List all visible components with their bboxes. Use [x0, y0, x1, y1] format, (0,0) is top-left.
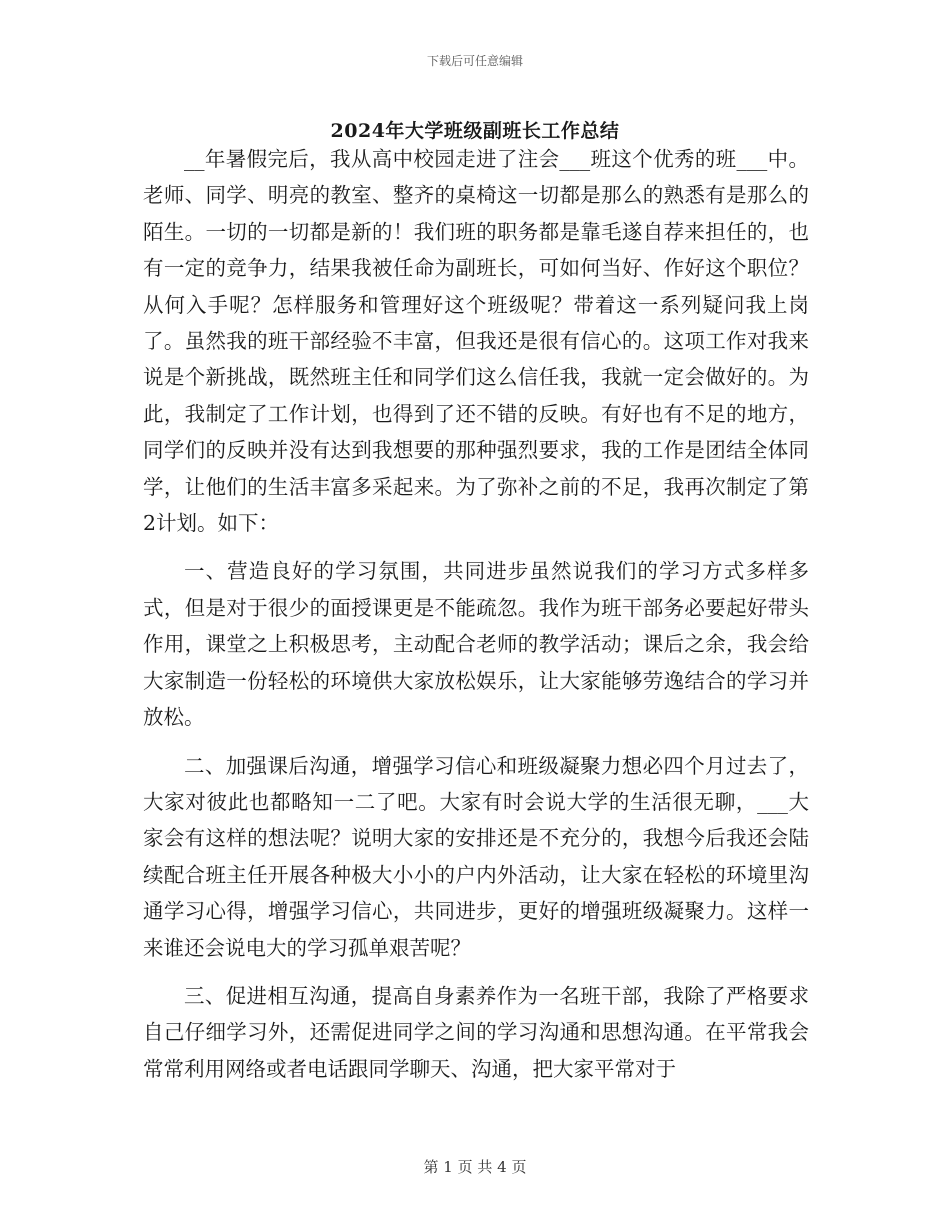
- paragraph-point-1: 一、营造良好的学习氛围，共同进步虽然说我们的学习方式多样多式，但是对于很少的面授课更是不能疏忽。我作为班干部务必要起好带头作用，课堂之上积极思考，主动配合老师的教学活动；课后之余，我会给大家制造一份轻松的环境供大家放松娱乐，让大家能够劳逸结合的学习并放松。: [143, 559, 809, 730]
- paragraph-point-2: 二、加强课后沟通，增强学习信心和班级凝聚力想必四个月过去了，大家对彼此也都略知一二了吧。大家有时会说大学的生活很无聊，___大家会有这样的想法呢？说明大家的安排还是不充分的，我想今后我还会陆续配合班主任开展各种极大小小的户内外活动，让大家在轻松的环境里沟通学习心得，增强学习信心，共同进步，更好的增强班级凝聚力。这样一来谁还会说电大的学习孤单艰苦呢？: [143, 753, 809, 960]
- paragraph-intro: __年暑假完后，我从高中校园走进了注会___班这个优秀的班___中。老师、同学、明亮的教室、整齐的桌椅这一切都是那么的熟悉有是那么的陌生。一切的一切都是新的！我们班的职务都是靠毛遂自荐来担任的，也有一定的竞争力，结果我被任命为副班长，可如何当好、作好这个职位？从何入手呢？怎样服务和管理好这个班级呢？带着这一系列疑问我上岗了。虽然我的班干部经验不丰富，但我还是很有信心的。这项工作对我来说是个新挑战，既然班主任和同学们这么信任我，我就一定会做好的。为此，我制定了工作计划，也得到了还不错的反映。有好也有不足的地方，同学们的反映并没有达到我想要的那种强烈要求，我的工作是团结全体同学，让他们的生活丰富多采起来。为了弥补之前的不足，我再次制定了第2计划。如下：: [143, 147, 809, 536]
- header-note: 下载后可任意编辑: [426, 54, 523, 68]
- document-title: 2024年大学班级副班长工作总结: [330, 120, 620, 142]
- page-footer: 第 1 页 共 4 页: [423, 1158, 527, 1176]
- paragraph-point-3: 三、促进相互沟通，提高自身素养作为一名班干部，我除了严格要求自己仔细学习外，还需促进同学之间的学习沟通和思想沟通。在平常我会常常利用网络或者电话跟同学聊天、沟通，把大家平常对于: [143, 983, 809, 1081]
- document-body: [143, 141, 809, 1087]
